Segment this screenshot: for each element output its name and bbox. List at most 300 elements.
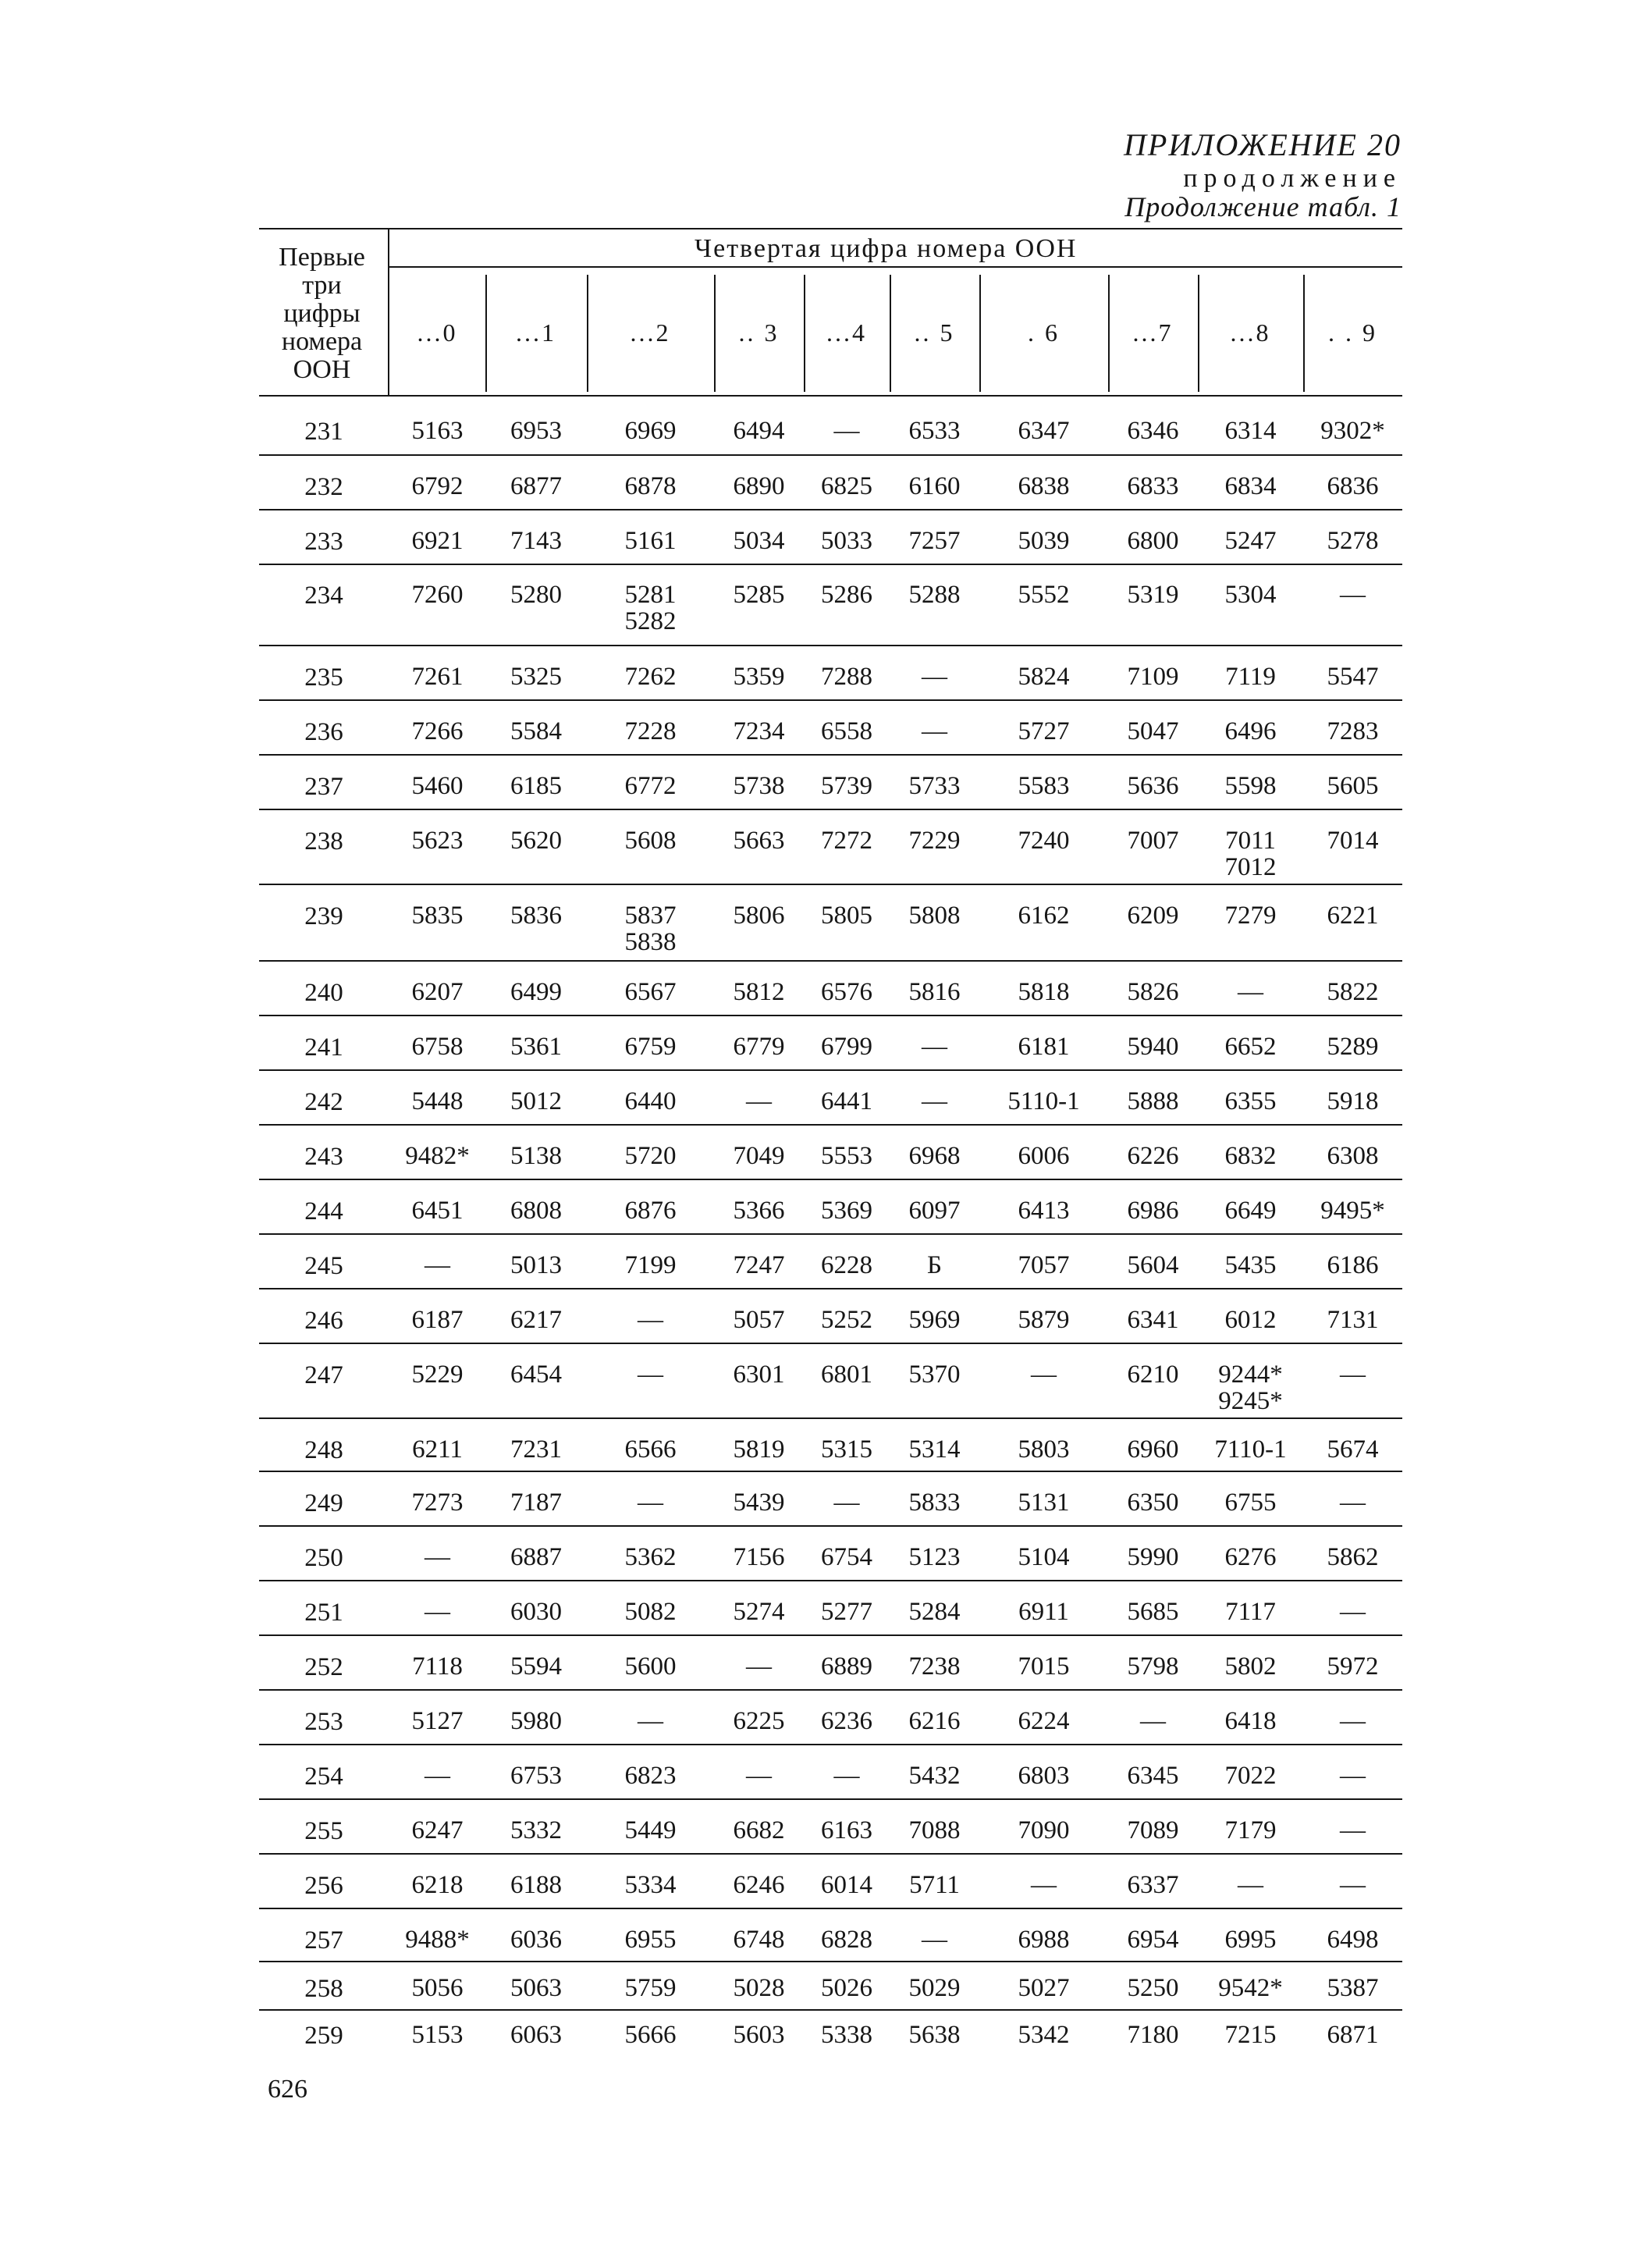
table-cell [709, 528, 809, 554]
row-label: 246 [304, 1307, 343, 1335]
row-separator [259, 1798, 1402, 1800]
cell-value: 5837 [624, 902, 677, 930]
table-cell [1103, 1489, 1203, 1516]
cell-value: 7229 [908, 827, 961, 855]
table-cell [797, 418, 897, 444]
cell-value: 6345 [1127, 1762, 1179, 1790]
table-cell [601, 718, 701, 745]
table-cell [994, 1975, 1094, 2001]
table-cell [797, 1489, 897, 1516]
table-cell [486, 582, 586, 608]
table-cell [994, 1197, 1094, 1224]
cell-value: 6063 [510, 2021, 562, 2049]
column-divider [587, 275, 588, 392]
table-cell [1201, 528, 1301, 554]
cell-value: 5803 [1018, 1435, 1070, 1464]
table-cell [1103, 1926, 1203, 1953]
cell-value: 6748 [733, 1926, 785, 1954]
cell-value: 6772 [624, 772, 677, 800]
table-cell [1201, 1436, 1301, 1463]
cell-value: 5057 [733, 1306, 785, 1334]
group-header-rule [389, 266, 1402, 268]
cell-value: — [638, 1489, 663, 1517]
cell-value: 6890 [733, 472, 785, 500]
cell-value: 5138 [510, 1142, 562, 1170]
table-cell [994, 1599, 1094, 1625]
cell-value: 7110-1 [1214, 1435, 1287, 1464]
table-cell [1201, 1975, 1301, 2001]
table-cell [797, 1307, 897, 1333]
table-cell [601, 663, 701, 690]
cell-value: 5940 [1127, 1033, 1179, 1061]
cell-value: 7118 [412, 1652, 463, 1681]
table-cell [709, 1872, 809, 1898]
table-cell [1303, 1252, 1403, 1279]
cell-value: 5082 [624, 1598, 677, 1626]
table-cell [797, 827, 897, 854]
table-cell [601, 1197, 701, 1224]
table-cell [1201, 1817, 1301, 1844]
cell-value: 5247 [1224, 527, 1277, 555]
cell-value: 5802 [1224, 1652, 1277, 1681]
table-cell [1201, 1252, 1301, 1279]
cell-value: 7261 [411, 663, 464, 691]
cell-value: 7238 [908, 1652, 961, 1681]
table-cell [601, 1252, 701, 1279]
cell-value: 5131 [1018, 1489, 1070, 1517]
cell-value: 6221 [1327, 902, 1379, 930]
cell-value: 5288 [908, 581, 961, 609]
cell-value: 5029 [908, 1974, 961, 2002]
cell-value: — [638, 1361, 663, 1389]
cell-value: — [1340, 1762, 1366, 1790]
cell-value: 5448 [411, 1087, 464, 1115]
cell-value: 7131 [1327, 1306, 1379, 1334]
row-label: 241 [304, 1033, 343, 1062]
table-cell [994, 718, 1094, 745]
cell-value: 5282 [624, 607, 677, 635]
table-header-rule [259, 395, 1402, 397]
table-cell [709, 827, 809, 854]
cell-value: 6876 [624, 1197, 677, 1225]
cell-value: 7283 [1327, 717, 1379, 745]
cell-value: — [1340, 1816, 1366, 1844]
table-cell [994, 902, 1094, 929]
table-cell [601, 1599, 701, 1625]
table-cell [1201, 1762, 1301, 1789]
table-cell [1201, 1544, 1301, 1570]
cell-value: 7117 [1225, 1598, 1276, 1626]
page-number: 626 [268, 2075, 307, 2104]
cell-value: 9244* [1218, 1361, 1283, 1389]
table-top-rule [259, 228, 1402, 229]
table-cell [486, 473, 586, 500]
row-separator [259, 1853, 1402, 1855]
table-cell [601, 827, 701, 854]
table-cell [1103, 979, 1203, 1005]
table-cell [601, 1653, 701, 1680]
cell-value: 6216 [908, 1707, 961, 1735]
cell-value: 6226 [1127, 1142, 1179, 1170]
table-cell [994, 663, 1094, 690]
table-cell [797, 1872, 897, 1898]
row-label: 250 [304, 1544, 343, 1572]
cell-value: 5808 [908, 902, 961, 930]
cell-value: 7288 [821, 663, 872, 691]
table-cell [994, 1307, 1094, 1333]
table-cell [885, 827, 985, 854]
cell-value: 5720 [624, 1142, 677, 1170]
cell-value: 5315 [821, 1435, 872, 1464]
table-cell [885, 473, 985, 500]
table-cell [388, 1197, 488, 1224]
table-cell [797, 663, 897, 690]
cell-value: — [1140, 1707, 1166, 1735]
table-cell [1303, 1872, 1403, 1898]
table-cell [885, 1361, 985, 1388]
table-cell [601, 1708, 701, 1734]
table-cell [994, 1088, 1094, 1115]
cell-value: 5636 [1127, 772, 1179, 800]
cell-value: 5034 [733, 527, 785, 555]
cell-value: 5250 [1127, 1974, 1179, 2002]
cell-value: 7057 [1018, 1251, 1070, 1279]
table-cell [1201, 1088, 1301, 1115]
cell-value: 5334 [624, 1871, 677, 1899]
cell-value: 5969 [908, 1306, 961, 1334]
table-cell [486, 2022, 586, 2048]
table-cell [486, 1307, 586, 1333]
table-cell [994, 773, 1094, 799]
cell-value: 5359 [733, 663, 785, 691]
table-cell [885, 902, 985, 929]
cell-value: 6755 [1224, 1489, 1277, 1517]
table-cell [601, 1088, 701, 1115]
table-cell [486, 1544, 586, 1570]
cell-value: 5338 [821, 2021, 872, 2049]
cell-value: Б [927, 1251, 942, 1279]
row-label: 234 [304, 582, 343, 610]
cell-value: 6758 [411, 1033, 464, 1061]
table-cell [388, 1817, 488, 1844]
table-cell [1201, 1033, 1301, 1060]
row-label: 249 [304, 1489, 343, 1517]
table-cell [601, 1762, 701, 1789]
appendix-title: ПРИЛОЖЕНИЕ 20 [1124, 127, 1402, 162]
table-cell [994, 1762, 1094, 1789]
cell-value: 6496 [1224, 717, 1277, 745]
row-label: 252 [304, 1653, 343, 1681]
cell-value: 6276 [1224, 1543, 1277, 1571]
cell-value: — [922, 1033, 947, 1061]
cell-value: 6246 [733, 1871, 785, 1899]
table-cell [486, 528, 586, 554]
table-cell [601, 2022, 701, 2048]
table-cell [885, 773, 985, 799]
cell-value: 6413 [1018, 1197, 1070, 1225]
row-separator [259, 645, 1402, 646]
cell-value: 6030 [510, 1598, 562, 1626]
row-label: 257 [304, 1926, 343, 1955]
cell-value: 6921 [411, 527, 464, 555]
cell-value: — [922, 717, 947, 745]
cell-value: 6451 [411, 1197, 464, 1225]
cell-value: 5552 [1018, 581, 1070, 609]
table-cell [994, 1872, 1094, 1898]
table-cell [1103, 418, 1203, 444]
table-cell [486, 1252, 586, 1279]
cell-value: 5879 [1018, 1306, 1070, 1334]
row-separator [259, 454, 1402, 456]
row-separator [259, 1471, 1402, 1472]
table-cell [797, 902, 897, 929]
row-separator [259, 1233, 1402, 1235]
row-label: 244 [304, 1197, 343, 1225]
cell-value: 6160 [908, 472, 961, 500]
cell-value: 7247 [733, 1251, 785, 1279]
table-cell [1103, 663, 1203, 690]
table-cell [388, 473, 488, 500]
table-cell [388, 1653, 488, 1680]
table-cell [797, 1599, 897, 1625]
cell-value: 6836 [1327, 472, 1379, 500]
table-cell [1201, 979, 1301, 1005]
table-cell [1303, 1436, 1403, 1463]
table-cell [601, 1926, 701, 1953]
table-cell [486, 1817, 586, 1844]
table-cell [797, 1708, 897, 1734]
cell-value: 5319 [1127, 581, 1179, 609]
cell-value: 5739 [821, 772, 872, 800]
table-cell [797, 1361, 897, 1388]
cell-value: 6878 [624, 472, 677, 500]
row-separator [259, 1634, 1402, 1636]
table-cell [486, 1926, 586, 1953]
table-cell [885, 1708, 985, 1734]
table-cell [388, 1436, 488, 1463]
cell-value: — [922, 663, 947, 691]
table-cell [1303, 1307, 1403, 1333]
table-cell [486, 1197, 586, 1224]
cell-value: — [1031, 1871, 1057, 1899]
cell-value: 9482* [405, 1142, 470, 1170]
cell-value: 6210 [1127, 1361, 1179, 1389]
cell-value: 6960 [1127, 1435, 1179, 1464]
cell-value: 5028 [733, 1974, 785, 2002]
cell-value: — [1340, 1361, 1366, 1389]
table-cell [994, 528, 1094, 554]
cell-value: 6347 [1018, 417, 1070, 445]
row-separator [259, 1689, 1402, 1691]
table-cell [601, 773, 701, 799]
cell-value: 5289 [1327, 1033, 1379, 1061]
cell-value: 6006 [1018, 1142, 1070, 1170]
table-cell [885, 528, 985, 554]
table-cell [1303, 979, 1403, 1005]
table-cell [709, 979, 809, 1005]
cell-value: 7215 [1224, 2021, 1277, 2049]
table-cell [601, 1436, 701, 1463]
cell-value: 7022 [1224, 1762, 1277, 1790]
cell-value: — [922, 1926, 947, 1954]
table-cell [601, 1872, 701, 1898]
cell-value: 6825 [821, 472, 872, 500]
table-cell [1103, 1872, 1203, 1898]
row-header-text: цифры [283, 299, 361, 328]
table-cell [388, 1307, 488, 1333]
cell-value: 5161 [624, 527, 677, 555]
table-cell [388, 902, 488, 929]
table-cell [1201, 1653, 1301, 1680]
table-cell [994, 1143, 1094, 1169]
cell-value: 6759 [624, 1033, 677, 1061]
row-label: 239 [304, 902, 343, 930]
table-cell [486, 1599, 586, 1625]
cell-value: — [1340, 1871, 1366, 1899]
row-separator [259, 1288, 1402, 1289]
cell-value: 7089 [1127, 1816, 1179, 1844]
row-separator [259, 1015, 1402, 1016]
cell-value: 7187 [510, 1489, 562, 1517]
table-cell [486, 773, 586, 799]
cell-value: 6986 [1127, 1197, 1179, 1225]
cell-value: 6225 [733, 1707, 785, 1735]
table-cell [1201, 1307, 1301, 1333]
cell-value: 5972 [1327, 1652, 1379, 1681]
cell-value: 7228 [624, 717, 677, 745]
column-header-5: .. 5 [914, 318, 955, 347]
cell-value: 5826 [1127, 978, 1179, 1006]
cell-value: — [638, 1707, 663, 1735]
table-cell [709, 1197, 809, 1224]
cell-value: 6454 [510, 1361, 562, 1389]
cell-value: 5805 [821, 902, 872, 930]
table-cell [709, 1033, 809, 1060]
table-cell [797, 1544, 897, 1570]
table-cell [1201, 1143, 1301, 1169]
column-header-4: ...4 [826, 318, 867, 347]
cell-value: — [425, 1543, 450, 1571]
cell-value: 6823 [624, 1762, 677, 1790]
row-separator [259, 1580, 1402, 1581]
row-label: 255 [304, 1817, 343, 1845]
table-cell [388, 1872, 488, 1898]
table-cell [1201, 1489, 1301, 1516]
row-separator [259, 1961, 1402, 1962]
cell-value: 5127 [411, 1707, 464, 1735]
cell-value: 5738 [733, 772, 785, 800]
table-cell [1303, 1033, 1403, 1060]
table-cell [1303, 1653, 1403, 1680]
cell-value: 6877 [510, 472, 562, 500]
cell-value: 5862 [1327, 1543, 1379, 1571]
cell-value: 5110-1 [1007, 1087, 1080, 1115]
cell-value: 6838 [1018, 472, 1070, 500]
table-cell [486, 718, 586, 745]
cell-value: 6954 [1127, 1926, 1179, 1954]
table-cell [1103, 1088, 1203, 1115]
row-separator [259, 1908, 1402, 1909]
row-label: 256 [304, 1872, 343, 1900]
cell-value: 5594 [510, 1652, 562, 1681]
cell-value: 5012 [510, 1087, 562, 1115]
table-cell [1303, 718, 1403, 745]
cell-value: 6012 [1224, 1306, 1277, 1334]
table-cell [709, 1252, 809, 1279]
table-cell [1103, 1762, 1203, 1789]
cell-value: 5304 [1224, 581, 1277, 609]
table-cell [601, 902, 701, 955]
cell-value: 6969 [624, 417, 677, 445]
cell-value: 7014 [1327, 827, 1379, 855]
table-cell [885, 1252, 985, 1279]
cell-value: 6346 [1127, 417, 1179, 445]
column-header-8: ...8 [1230, 318, 1271, 347]
cell-value: 6187 [411, 1306, 464, 1334]
table-cell [486, 418, 586, 444]
table-cell [709, 773, 809, 799]
table-cell [388, 1762, 488, 1789]
table-cell [709, 1599, 809, 1625]
cell-value: 6097 [908, 1197, 961, 1225]
cell-value: 6799 [821, 1033, 872, 1061]
cell-value: 6498 [1327, 1926, 1379, 1954]
table-cell [885, 1197, 985, 1224]
table-cell [885, 1436, 985, 1463]
table-cell [486, 1653, 586, 1680]
cell-value: 6567 [624, 978, 677, 1006]
cell-value: 5432 [908, 1762, 961, 1790]
row-label: 253 [304, 1708, 343, 1736]
cell-value: 6833 [1127, 472, 1179, 500]
cell-value: 7234 [733, 717, 785, 745]
cell-value: 9302* [1320, 417, 1385, 445]
table-cell [709, 663, 809, 690]
table-cell [797, 718, 897, 745]
table-cell [601, 1975, 701, 2001]
cell-value: 6499 [510, 978, 562, 1006]
table-cell [1303, 528, 1403, 554]
cell-value: 5733 [908, 772, 961, 800]
table-cell [709, 473, 809, 500]
table-cell [601, 582, 701, 635]
table-cell [1103, 827, 1203, 854]
table-cell [885, 1088, 985, 1115]
table-cell [994, 1489, 1094, 1516]
cell-value: 5888 [1127, 1087, 1179, 1115]
table-cell [1103, 1033, 1203, 1060]
table-cell [1303, 1817, 1403, 1844]
cell-value: — [638, 1306, 663, 1334]
table-cell [885, 1817, 985, 1844]
cell-value: — [1340, 1598, 1366, 1626]
cell-value: 5056 [411, 1974, 464, 2002]
table-cell [797, 1817, 897, 1844]
table-cell [709, 1817, 809, 1844]
table-cell [885, 1307, 985, 1333]
cell-value: 7007 [1127, 827, 1179, 855]
cell-value: 6558 [821, 717, 872, 745]
cell-value: 5033 [821, 527, 872, 555]
cell-value: 5277 [821, 1598, 872, 1626]
row-separator [259, 1069, 1402, 1071]
cell-value: 5600 [624, 1652, 677, 1681]
table-cell [1201, 582, 1301, 608]
cell-value: 5387 [1327, 1974, 1379, 2002]
table-cell [1303, 663, 1403, 690]
row-separator [259, 754, 1402, 756]
cell-value: 9245* [1218, 1387, 1283, 1415]
